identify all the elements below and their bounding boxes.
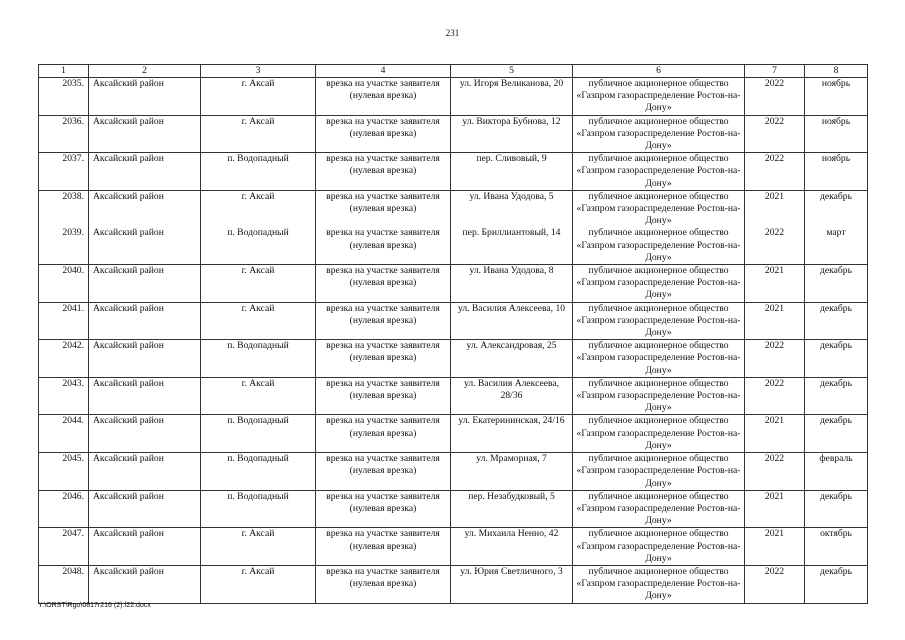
- locality-cell: п. Водопадный: [201, 415, 316, 453]
- year-cell: 2021: [745, 265, 805, 303]
- locality-cell: г. Аксай: [201, 565, 316, 603]
- district-cell: Аксайский район: [89, 78, 201, 116]
- district-cell: Аксайский район: [89, 265, 201, 303]
- work-type-cell: врезка на участке заявителя (нулевая врезка): [316, 190, 451, 227]
- work-type-cell: врезка на участке заявителя (нулевая врезка): [316, 415, 451, 453]
- year-cell: 2022: [745, 78, 805, 116]
- table-row: [39, 115, 868, 153]
- organization-cell: публичное акционерное общество «Газпром газораспределение Ростов-на-Дону»: [573, 528, 745, 566]
- district-cell: Аксайский район: [89, 490, 201, 528]
- year-cell: 2021: [745, 302, 805, 340]
- month-cell: декабрь: [805, 190, 868, 227]
- district-cell: Аксайский район: [89, 528, 201, 566]
- address-cell: ул. Мраморная, 7: [451, 453, 573, 491]
- column-header: 3: [201, 65, 316, 78]
- column-header: 1: [39, 65, 89, 78]
- column-header: 8: [805, 65, 868, 78]
- work-type-cell: врезка на участке заявителя (нулевая врезка): [316, 227, 451, 264]
- work-type-cell: врезка на участке заявителя (нулевая врезка): [316, 490, 451, 528]
- year-cell: 2022: [745, 453, 805, 491]
- locality-cell: г. Аксай: [201, 78, 316, 116]
- district-cell: Аксайский район: [89, 190, 201, 227]
- row-number: 2040.: [39, 265, 89, 303]
- row-number: 2035.: [39, 78, 89, 116]
- column-header: 2: [89, 65, 201, 78]
- district-cell: Аксайский район: [89, 565, 201, 603]
- locality-cell: п. Водопадный: [201, 227, 316, 264]
- work-type-cell: врезка на участке заявителя (нулевая врезка): [316, 115, 451, 153]
- month-cell: декабрь: [805, 565, 868, 603]
- year-cell: 2021: [745, 490, 805, 528]
- organization-cell: публичное акционерное общество «Газпром газораспределение Ростов-на-Дону»: [573, 340, 745, 378]
- row-number: 2048.: [39, 565, 89, 603]
- table-row: [39, 415, 868, 453]
- row-number: 2041.: [39, 302, 89, 340]
- address-cell: ул. Ивана Удодова, 8: [451, 265, 573, 303]
- month-cell: декабрь: [805, 490, 868, 528]
- month-cell: февраль: [805, 453, 868, 491]
- column-header: 7: [745, 65, 805, 78]
- district-cell: Аксайский район: [89, 453, 201, 491]
- work-type-cell: врезка на участке заявителя (нулевая врезка): [316, 340, 451, 378]
- table-row: [39, 227, 868, 264]
- row-number: 2038.: [39, 190, 89, 227]
- column-header: 6: [573, 65, 745, 78]
- work-type-cell: врезка на участке заявителя (нулевая врезка): [316, 377, 451, 415]
- column-header: 5: [451, 65, 573, 78]
- address-cell: пер. Незабудковый, 5: [451, 490, 573, 528]
- registry-table: [38, 64, 868, 604]
- organization-cell: публичное акционерное общество «Газпром газораспределение Ростов-на-Дону»: [573, 115, 745, 153]
- work-type-cell: врезка на участке заявителя (нулевая врезка): [316, 565, 451, 603]
- address-cell: пер. Сливовый, 9: [451, 153, 573, 191]
- month-cell: октябрь: [805, 528, 868, 566]
- organization-cell: публичное акционерное общество «Газпром газораспределение Ростов-на-Дону»: [573, 153, 745, 191]
- organization-cell: публичное акционерное общество «Газпром газораспределение Ростов-на-Дону»: [573, 78, 745, 116]
- address-cell: ул. Игоря Великанова, 20: [451, 78, 573, 116]
- address-cell: ул. Ивана Удодова, 5: [451, 190, 573, 227]
- work-type-cell: врезка на участке заявителя (нулевая врезка): [316, 302, 451, 340]
- month-cell: ноябрь: [805, 115, 868, 153]
- district-cell: Аксайский район: [89, 302, 201, 340]
- row-number: 2036.: [39, 115, 89, 153]
- organization-cell: публичное акционерное общество «Газпром газораспределение Ростов-на-Дону»: [573, 227, 745, 264]
- locality-cell: п. Водопадный: [201, 490, 316, 528]
- organization-cell: публичное акционерное общество «Газпром газораспределение Ростов-на-Дону»: [573, 377, 745, 415]
- year-cell: 2022: [745, 227, 805, 264]
- month-cell: март: [805, 227, 868, 264]
- organization-cell: публичное акционерное общество «Газпром газораспределение Ростов-на-Дону»: [573, 415, 745, 453]
- district-cell: Аксайский район: [89, 415, 201, 453]
- address-cell: ул. Александровая, 25: [451, 340, 573, 378]
- row-number: 2039.: [39, 227, 89, 264]
- row-number: 2044.: [39, 415, 89, 453]
- district-cell: Аксайский район: [89, 377, 201, 415]
- year-cell: 2021: [745, 528, 805, 566]
- table-row: [39, 565, 868, 603]
- table-row: [39, 377, 868, 415]
- work-type-cell: врезка на участке заявителя (нулевая врезка): [316, 153, 451, 191]
- footer-file-path: Y:\ORST\Rgo\0817r216 (2).f22.docx: [38, 602, 151, 609]
- district-cell: Аксайский район: [89, 153, 201, 191]
- locality-cell: г. Аксай: [201, 265, 316, 303]
- organization-cell: публичное акционерное общество «Газпром газораспределение Ростов-на-Дону»: [573, 302, 745, 340]
- organization-cell: публичное акционерное общество «Газпром газораспределение Ростов-на-Дону»: [573, 490, 745, 528]
- table-row: [39, 453, 868, 491]
- row-number: 2042.: [39, 340, 89, 378]
- month-cell: декабрь: [805, 415, 868, 453]
- locality-cell: г. Аксай: [201, 302, 316, 340]
- organization-cell: публичное акционерное общество «Газпром газораспределение Ростов-на-Дону»: [573, 453, 745, 491]
- address-cell: ул. Виктора Бубнова, 12: [451, 115, 573, 153]
- district-cell: Аксайский район: [89, 115, 201, 153]
- year-cell: 2022: [745, 377, 805, 415]
- work-type-cell: врезка на участке заявителя (нулевая врезка): [316, 78, 451, 116]
- year-cell: 2021: [745, 415, 805, 453]
- locality-cell: г. Аксай: [201, 190, 316, 227]
- row-number: 2043.: [39, 377, 89, 415]
- row-number: 2046.: [39, 490, 89, 528]
- address-cell: ул. Юрия Светличного, 3: [451, 565, 573, 603]
- locality-cell: г. Аксай: [201, 115, 316, 153]
- page-number: 231: [445, 28, 460, 38]
- locality-cell: п. Водопадный: [201, 453, 316, 491]
- year-cell: 2022: [745, 115, 805, 153]
- month-cell: декабрь: [805, 302, 868, 340]
- address-cell: ул. Екатерининская, 24/16: [451, 415, 573, 453]
- table-row: [39, 78, 868, 116]
- address-cell: ул. Михаила Ненно, 42: [451, 528, 573, 566]
- locality-cell: п. Водопадный: [201, 153, 316, 191]
- address-cell: пер. Бриллиантовый, 14: [451, 227, 573, 264]
- locality-cell: г. Аксай: [201, 377, 316, 415]
- row-number: 2045.: [39, 453, 89, 491]
- year-cell: 2022: [745, 340, 805, 378]
- work-type-cell: врезка на участке заявителя (нулевая врезка): [316, 453, 451, 491]
- month-cell: ноябрь: [805, 153, 868, 191]
- district-cell: Аксайский район: [89, 340, 201, 378]
- row-number: 2037.: [39, 153, 89, 191]
- table-row: [39, 490, 868, 528]
- month-cell: декабрь: [805, 265, 868, 303]
- year-cell: 2021: [745, 190, 805, 227]
- table-row: [39, 153, 868, 191]
- organization-cell: публичное акционерное общество «Газпром газораспределение Ростов-на-Дону»: [573, 565, 745, 603]
- row-number: 2047.: [39, 528, 89, 566]
- table-header-row: [39, 65, 868, 78]
- table-row: [39, 528, 868, 566]
- organization-cell: публичное акционерное общество «Газпром газораспределение Ростов-на-Дону»: [573, 265, 745, 303]
- table-row: [39, 190, 868, 227]
- organization-cell: публичное акционерное общество «Газпром газораспределение Ростов-на-Дону»: [573, 190, 745, 227]
- table-row: [39, 340, 868, 378]
- column-header: 4: [316, 65, 451, 78]
- year-cell: 2022: [745, 565, 805, 603]
- table-row: [39, 265, 868, 303]
- table-row: [39, 302, 868, 340]
- locality-cell: п. Водопадный: [201, 340, 316, 378]
- month-cell: декабрь: [805, 377, 868, 415]
- year-cell: 2022: [745, 153, 805, 191]
- district-cell: Аксайский район: [89, 227, 201, 264]
- work-type-cell: врезка на участке заявителя (нулевая врезка): [316, 265, 451, 303]
- month-cell: ноябрь: [805, 78, 868, 116]
- address-cell: ул. Василия Алексеева, 10: [451, 302, 573, 340]
- work-type-cell: врезка на участке заявителя (нулевая врезка): [316, 528, 451, 566]
- address-cell: ул. Василия Алексеева, 28/36: [451, 377, 573, 415]
- locality-cell: г. Аксай: [201, 528, 316, 566]
- month-cell: декабрь: [805, 340, 868, 378]
